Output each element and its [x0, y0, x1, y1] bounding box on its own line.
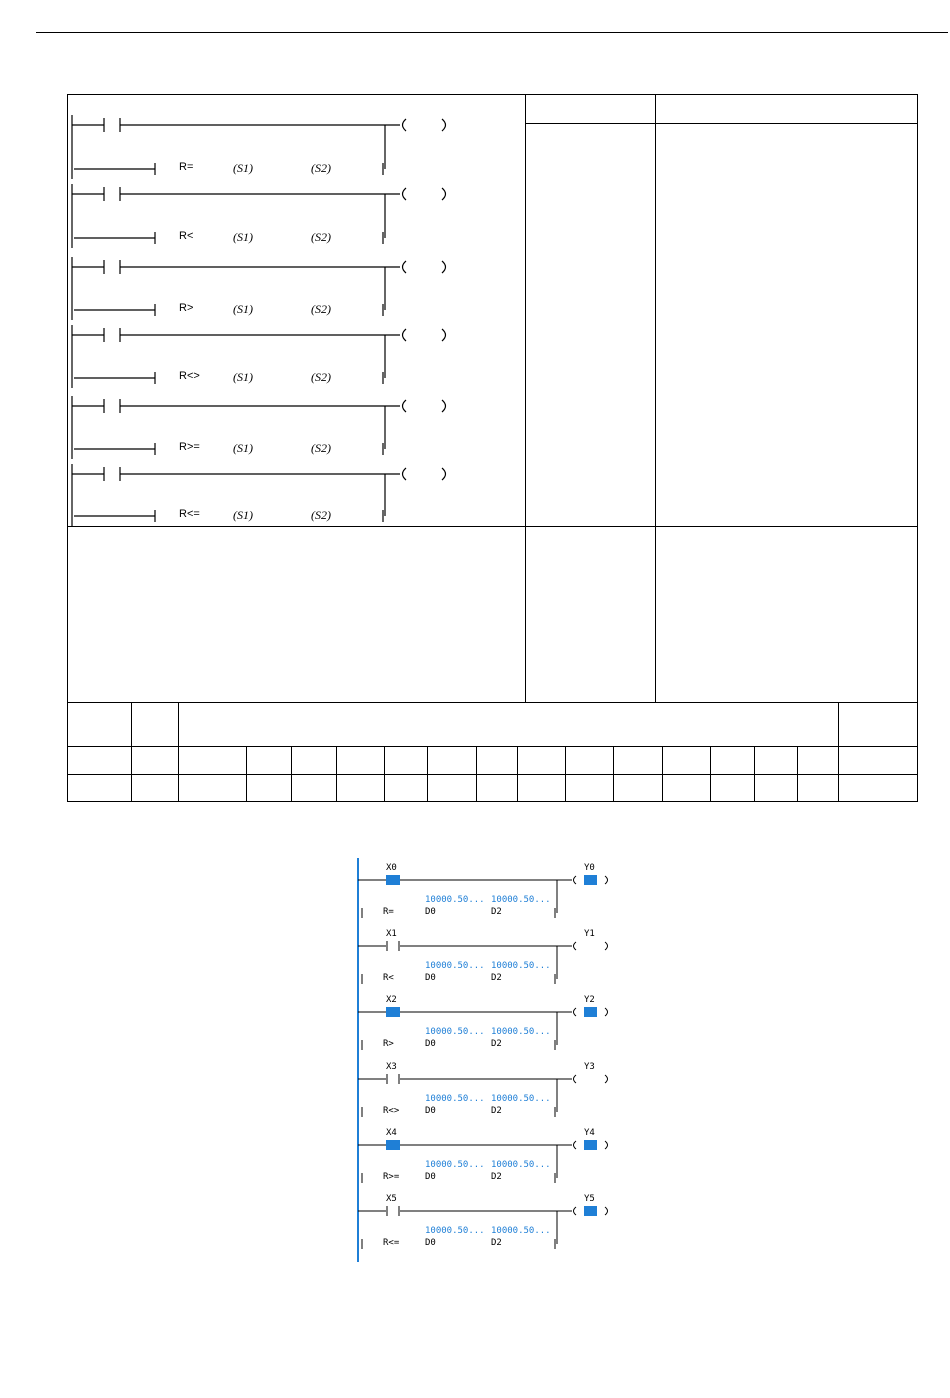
sim-compare-op: R<> [383, 1106, 400, 1116]
spec-operand-s2: (S2) [311, 370, 331, 384]
spec-operand-s1: (S1) [233, 441, 253, 455]
spec-compare-op: R< [179, 230, 194, 242]
sim-device-s2: D2 [491, 1039, 502, 1049]
sim-coil-energized [584, 875, 597, 885]
sim-compare-op: R> [383, 1039, 394, 1049]
sim-value-s1: 10000.50... [425, 1226, 485, 1236]
sim-coil-label: Y5 [584, 1194, 595, 1204]
sim-coil-label: Y3 [584, 1062, 595, 1072]
spec-operand-s1: (S1) [233, 230, 253, 244]
sim-coil-energized [584, 1206, 597, 1216]
sim-contact-energized [386, 1140, 400, 1150]
sim-coil-left [574, 1207, 577, 1215]
spec-operand-s2: (S2) [311, 161, 331, 175]
sim-coil-right [605, 1075, 608, 1083]
sim-value-s1: 10000.50... [425, 1160, 485, 1170]
sim-coil-left [574, 1141, 577, 1149]
spec-operand-s2: (S2) [311, 230, 331, 244]
sim-device-s1: D0 [425, 1039, 436, 1049]
sim-coil-label: Y4 [584, 1128, 595, 1138]
sim-compare-op: R>= [383, 1172, 400, 1182]
spec-operand-s2: (S2) [311, 508, 331, 522]
sim-contact-label: X2 [386, 995, 397, 1005]
sim-coil-left [574, 942, 577, 950]
sim-device-s1: D0 [425, 1106, 436, 1116]
sim-value-s2: 10000.50... [491, 1094, 551, 1104]
sim-device-s2: D2 [491, 1106, 502, 1116]
spec-operand-s1: (S1) [233, 302, 253, 316]
sim-coil-energized [584, 1007, 597, 1017]
sim-value-s2: 10000.50... [491, 1027, 551, 1037]
sim-contact-energized [386, 1007, 400, 1017]
spec-operand-s1: (S1) [233, 370, 253, 384]
sim-device-s2: D2 [491, 1172, 502, 1182]
spec-operand-s1: (S1) [233, 508, 253, 522]
sim-coil-left [574, 1008, 577, 1016]
sim-coil-energized [584, 1140, 597, 1150]
sim-device-s2: D2 [491, 973, 502, 983]
sim-value-s1: 10000.50... [425, 895, 485, 905]
sim-contact-label: X0 [386, 863, 397, 873]
sim-coil-right [605, 942, 608, 950]
sim-coil-right [605, 1008, 608, 1016]
sim-compare-op: R< [383, 973, 394, 983]
sim-device-s1: D0 [425, 1172, 436, 1182]
sim-value-s2: 10000.50... [491, 1226, 551, 1236]
spec-compare-op: R> [179, 302, 194, 314]
sim-device-s1: D0 [425, 1238, 436, 1248]
sim-coil-right [605, 876, 608, 884]
sim-contact-label: X3 [386, 1062, 397, 1072]
sim-value-s1: 10000.50... [425, 1094, 485, 1104]
spec-compare-op: R= [179, 161, 194, 173]
spec-operand-s2: (S2) [311, 302, 331, 316]
sim-contact-label: X1 [386, 929, 397, 939]
sim-device-s1: D0 [425, 907, 436, 917]
sim-coil-label: Y1 [584, 929, 595, 939]
sim-coil-right [605, 1141, 608, 1149]
sim-device-s2: D2 [491, 907, 502, 917]
sim-contact-energized [386, 875, 400, 885]
spec-operand-s1: (S1) [233, 161, 253, 175]
sim-value-s2: 10000.50... [491, 961, 551, 971]
sim-compare-op: R<= [383, 1238, 400, 1248]
sim-value-s2: 10000.50... [491, 1160, 551, 1170]
sim-coil-left [574, 1075, 577, 1083]
sim-coil-label: Y0 [584, 863, 595, 873]
sim-coil-left [574, 876, 577, 884]
sim-value-s2: 10000.50... [491, 895, 551, 905]
spec-compare-op: R>= [179, 441, 200, 453]
spec-compare-op: R<> [179, 370, 200, 382]
sim-contact-label: X4 [386, 1128, 397, 1138]
sim-value-s1: 10000.50... [425, 961, 485, 971]
sim-contact-label: X5 [386, 1194, 397, 1204]
sim-compare-op: R= [383, 907, 394, 917]
sim-device-s1: D0 [425, 973, 436, 983]
sim-coil-right [605, 1207, 608, 1215]
spec-operand-s2: (S2) [311, 441, 331, 455]
sim-coil-label: Y2 [584, 995, 595, 1005]
sim-value-s1: 10000.50... [425, 1027, 485, 1037]
sim-device-s2: D2 [491, 1238, 502, 1248]
spec-compare-op: R<= [179, 508, 200, 520]
